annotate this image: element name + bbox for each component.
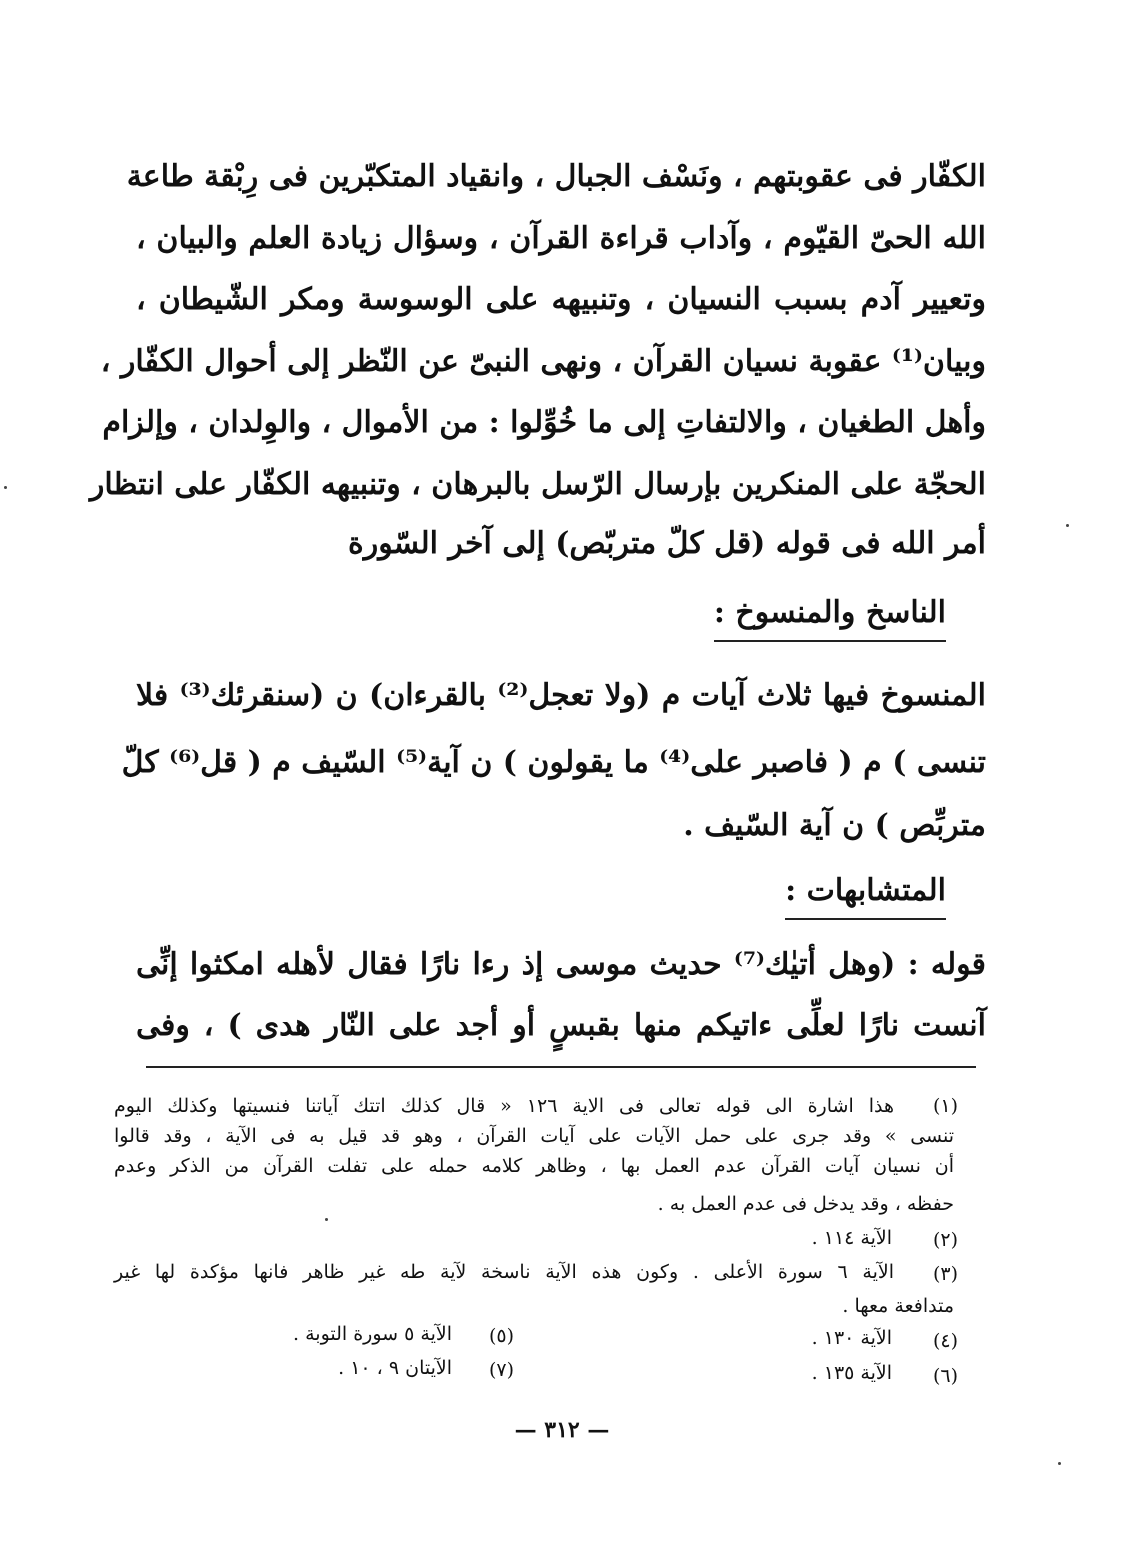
body-line: أمر الله فى قوله (قل كلّ متربّص) إلى آخر السّورة: [348, 526, 986, 561]
body-line: وتعيير آدم بسبب النسيان ، وتنبيهه على الوسوسة ومكر الشّيطان ،: [136, 282, 986, 317]
scan-speck: [1066, 524, 1069, 527]
footnote-line: الآية ٦ سورة الأعلى . وكون هذه الآية ناسخة لآية طه غير ظاهر فانها مؤكدة لها غير: [114, 1261, 894, 1283]
mutashabihat-line: قوله : (وهل أتيٰك⁽⁷⁾ حديث موسى إذ رءا نارًا فقال لأهله امكثوا إنِّى: [136, 947, 986, 982]
footnote-text: الآية ٥ سورة التوبة .: [293, 1323, 452, 1345]
body-line: الكفّار فى عقوبتهم ، ونَسْف الجبال ، وانقياد المتكبّرين فى رِبْقة طاعة: [126, 159, 986, 194]
section-heading-mutashabihat: المتشابهات :: [785, 866, 946, 920]
scan-speck: [4, 486, 7, 489]
section-heading-naskh: الناسخ والمنسوخ :: [714, 588, 946, 642]
footnote-number: (٥): [488, 1325, 514, 1347]
footnote-text: الآية ١٣٠ .: [811, 1327, 892, 1349]
footnote-number: (٦): [932, 1365, 958, 1387]
footnote-number: (٤): [932, 1330, 958, 1352]
footnote-line: متدافعة معها .: [842, 1295, 954, 1317]
footnote-separator: [146, 1066, 976, 1068]
footnote-text: الآيتان ٩ ، ١٠ .: [338, 1357, 452, 1379]
footnote-number: (٢): [932, 1229, 958, 1251]
naskh-line: المنسوخ فيها ثلاث آيات م (ولا تعجل⁽²⁾ بالقرءان) ن (سنقرئك⁽³⁾ فلا: [136, 678, 987, 713]
footnote-line: هذا اشارة الى قوله تعالى فى الاية ١٢٦ « قال كذلك اتتك آياتنا فنسيتها وكذلك اليوم: [114, 1095, 894, 1117]
body-line: الله الحىّ القيّوم ، وآداب قراءة القرآن ، وسؤال زيادة العلم والبيان ،: [136, 221, 986, 256]
footnote-line: أن نسيان آيات القرآن عدم العمل بها ، وظاهر كلامه حمله على تفلت القرآن من الذكر وعدم: [114, 1155, 954, 1177]
footnote-line: تنسى » وقد جرى على حمل الآيات على آيات القرآن ، وهو قد قيل به فى الآية ، وقد قالوا: [114, 1125, 954, 1147]
footnote-text: الآية ١١٤ .: [811, 1227, 892, 1249]
mutashabihat-line: آنست نارًا لعلِّى ءاتيكم منها بقبسٍ أو أجد على النّار هدى ) ، وفى: [136, 1008, 986, 1043]
scan-speck: [1058, 1462, 1061, 1465]
body-line: الحجّة على المنكرين بإرسال الرّسل بالبرهان ، وتنبيهه الكفّار على انتظار: [89, 467, 986, 502]
naskh-line: متربِّص ) ن آية السّيف .: [683, 808, 986, 843]
body-line: وأهل الطغيان ، والالتفاتِ إلى ما خُوِّلوا : من الأموال ، والوِلدان ، وإلزام: [102, 405, 986, 440]
footnote-line: حفظه ، وقد يدخل فى عدم العمل به .: [657, 1193, 954, 1215]
page-number: — ٣١٢ —: [514, 1417, 610, 1443]
scan-speck: [325, 1218, 328, 1221]
footnote-number: (٧): [488, 1359, 514, 1381]
naskh-line: تنسى ) م ( فاصبر على⁽⁴⁾ ما يقولون ) ن آية⁽⁵⁾ السّيف م ( قل⁽⁶⁾ كلّ: [121, 745, 986, 780]
footnote-number: (١): [932, 1095, 958, 1117]
body-line: وبيان⁽¹⁾ عقوبة نسيان القرآن ، ونهى النبىّ عن النّظر إلى أحوال الكفّار ،: [100, 344, 986, 379]
footnote-text: الآية ١٣٥ .: [811, 1362, 892, 1384]
footnote-number: (٣): [932, 1263, 958, 1285]
